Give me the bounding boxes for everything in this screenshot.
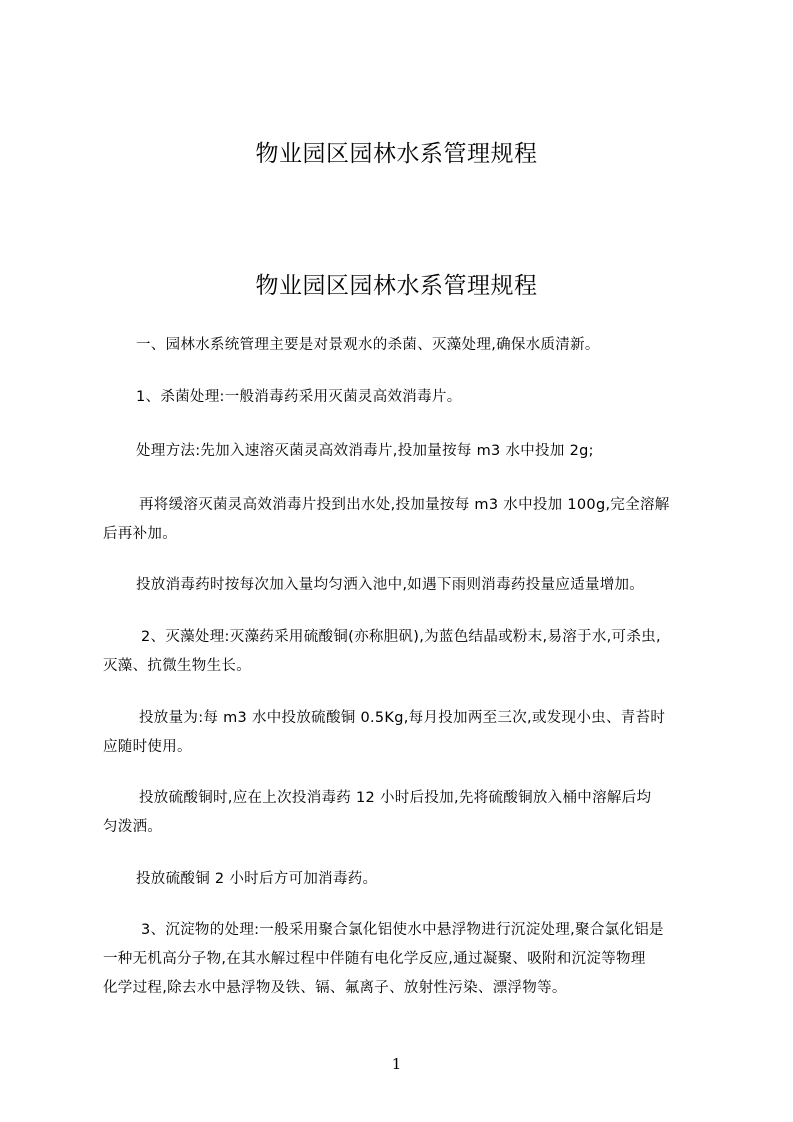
paragraph-line: 应随时使用。	[103, 739, 192, 755]
document-title-main: 物业园区园林水系管理规程	[255, 273, 538, 299]
paragraph-7	[103, 704, 713, 762]
paragraph-line: 1、杀菌处理:一般消毒药采用灭菌灵高效消毒片。	[136, 389, 462, 405]
paragraph-line: 匀泼洒。	[103, 819, 163, 835]
paragraph-line: 投放硫酸铜时,应在上次投消毒药 12 小时后投加,先将硫酸铜放入桶中溶解后均	[139, 790, 652, 806]
paragraph-line: 化学过程,除去水中悬浮物及铁、镉、氟离子、放射性污染、漂浮物等。	[103, 980, 567, 996]
paragraph-9	[103, 865, 713, 894]
paragraph-line: 一、园林水系统管理主要是对景观水的杀菌、灭藻处理,确保水质清新。	[136, 337, 600, 353]
paragraph-line: 投放消毒药时按每次加入量均匀洒入池中,如遇下雨则消毒药投量应适量增加。	[136, 577, 645, 593]
paragraph-line: 投放量为:每 m3 水中投放硫酸铜 0.5Kg,每月投加两至三次,或发现小虫、青苔时	[139, 710, 666, 726]
paragraph-line: 一种无机高分子物,在其水解过程中伴随有电化学反应,通过凝聚、吸附和沉淀等物理	[103, 951, 646, 967]
paragraph-line: 2、灭藻处理:灭藻药采用硫酸铜(亦称胆矾),为蓝色结晶或粉末,易溶于水,可杀虫,	[141, 629, 661, 645]
paragraph-10	[103, 916, 713, 1003]
paragraph-6	[103, 623, 713, 681]
paragraph-line: 处理方法:先加入速溶灭菌灵高效消毒片,投加量按每 m3 水中投加 2g;	[136, 443, 594, 459]
paragraph-line: 再将缓溶灭菌灵高效消毒片投到出水处,投加量按每 m3 水中投加 100g,完全溶解	[139, 497, 670, 513]
paragraph-1	[103, 331, 713, 360]
page-number: 1	[391, 1055, 402, 1073]
paragraph-2	[103, 383, 713, 412]
document-title-top: 物业园区园林水系管理规程	[255, 141, 538, 167]
paragraph-line: 灭藻、抗微生物生长。	[103, 658, 251, 674]
paragraph-line: 3、沉淀物的处理:一般采用聚合氯化铝使水中悬浮物进行沉淀处理,聚合氯化铝是	[141, 922, 664, 938]
paragraph-8	[103, 784, 713, 842]
paragraph-5	[103, 571, 713, 600]
paragraph-line: 后再补加。	[103, 526, 177, 542]
paragraph-4	[103, 491, 713, 549]
paragraph-line: 投放硫酸铜 2 小时后方可加消毒药。	[136, 871, 378, 887]
paragraph-3	[103, 437, 713, 466]
